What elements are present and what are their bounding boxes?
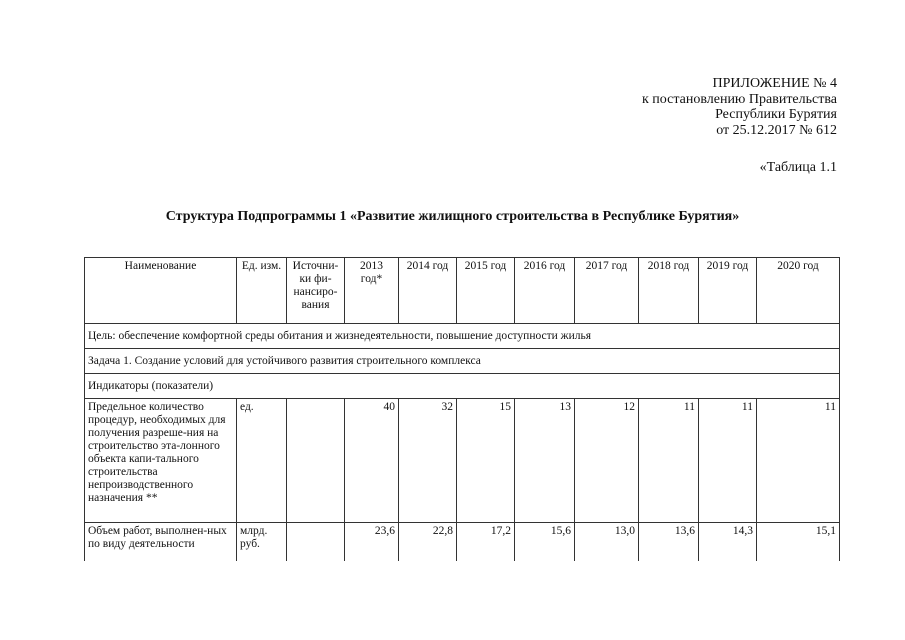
value-2015: 17,2 [457,523,515,562]
col-header-name: Наименование [85,258,237,324]
goal-row [85,324,840,349]
indicators-row [85,374,840,399]
col-header-2015: 2015 год [457,258,515,324]
value-2013: 23,6 [345,523,399,562]
subprogram-structure-table [84,257,840,561]
value-2020: 15,1 [757,523,840,562]
table-row [85,523,840,562]
value-2013: 40 [345,399,399,523]
value-2014: 22,8 [399,523,457,562]
col-header-2013: 2013 год* [345,258,399,324]
col-header-2020: 2020 год [757,258,840,324]
col-header-source: Источни-ки фи-нансиро-вания [287,258,345,324]
resolution-date: от 25.12.2017 № 612 [716,122,837,138]
value-2016: 15,6 [515,523,575,562]
resolution-reference: к постановлению Правительства [641,91,837,107]
row-name: Предельное количество процедур, необходимых для получения разреше-ния на строительство эта-лонного объекта капи-тального строительства непроизводственного назначения ** [85,399,237,523]
value-2017: 12 [575,399,639,523]
task-text: Задача 1. Создание условий для устойчивого развития строительного комплекса [85,349,840,374]
indicators-text: Индикаторы (показатели) [85,374,840,399]
document-header [642,76,837,138]
goal-text: Цель: обеспечение комфортной среды обитания и жизнедеятельности, повышение доступности жилья [85,324,840,349]
table-header-row [85,258,840,324]
value-2020: 11 [757,399,840,523]
table-label: «Таблица 1.1 [759,160,837,175]
col-header-2014: 2014 год [399,258,457,324]
republic-name: Республики Бурятия [715,107,837,122]
document-title: Структура Подпрограммы 1 «Развитие жилищного строительства в Республике Бурятия» [165,209,740,224]
value-2017: 13,0 [575,523,639,562]
row-unit: ед. [237,399,287,523]
appendix-label: ПРИЛОЖЕНИЕ № 4 [712,76,837,91]
col-header-2018: 2018 год [639,258,699,324]
value-2018: 13,6 [639,523,699,562]
row-unit: млрд. руб. [237,523,287,562]
row-name: Объем работ, выполнен-ных по виду деятельности [85,523,237,562]
value-2014: 32 [399,399,457,523]
col-header-2016: 2016 год [515,258,575,324]
value-2019: 11 [699,399,757,523]
row-source [287,523,345,562]
value-2015: 15 [457,399,515,523]
value-2018: 11 [639,399,699,523]
row-source [287,399,345,523]
col-header-2017: 2017 год [575,258,639,324]
col-header-unit: Ед. изм. [237,258,287,324]
table-row [85,399,840,523]
col-header-2019: 2019 год [699,258,757,324]
value-2016: 13 [515,399,575,523]
task-row [85,349,840,374]
value-2019: 14,3 [699,523,757,562]
